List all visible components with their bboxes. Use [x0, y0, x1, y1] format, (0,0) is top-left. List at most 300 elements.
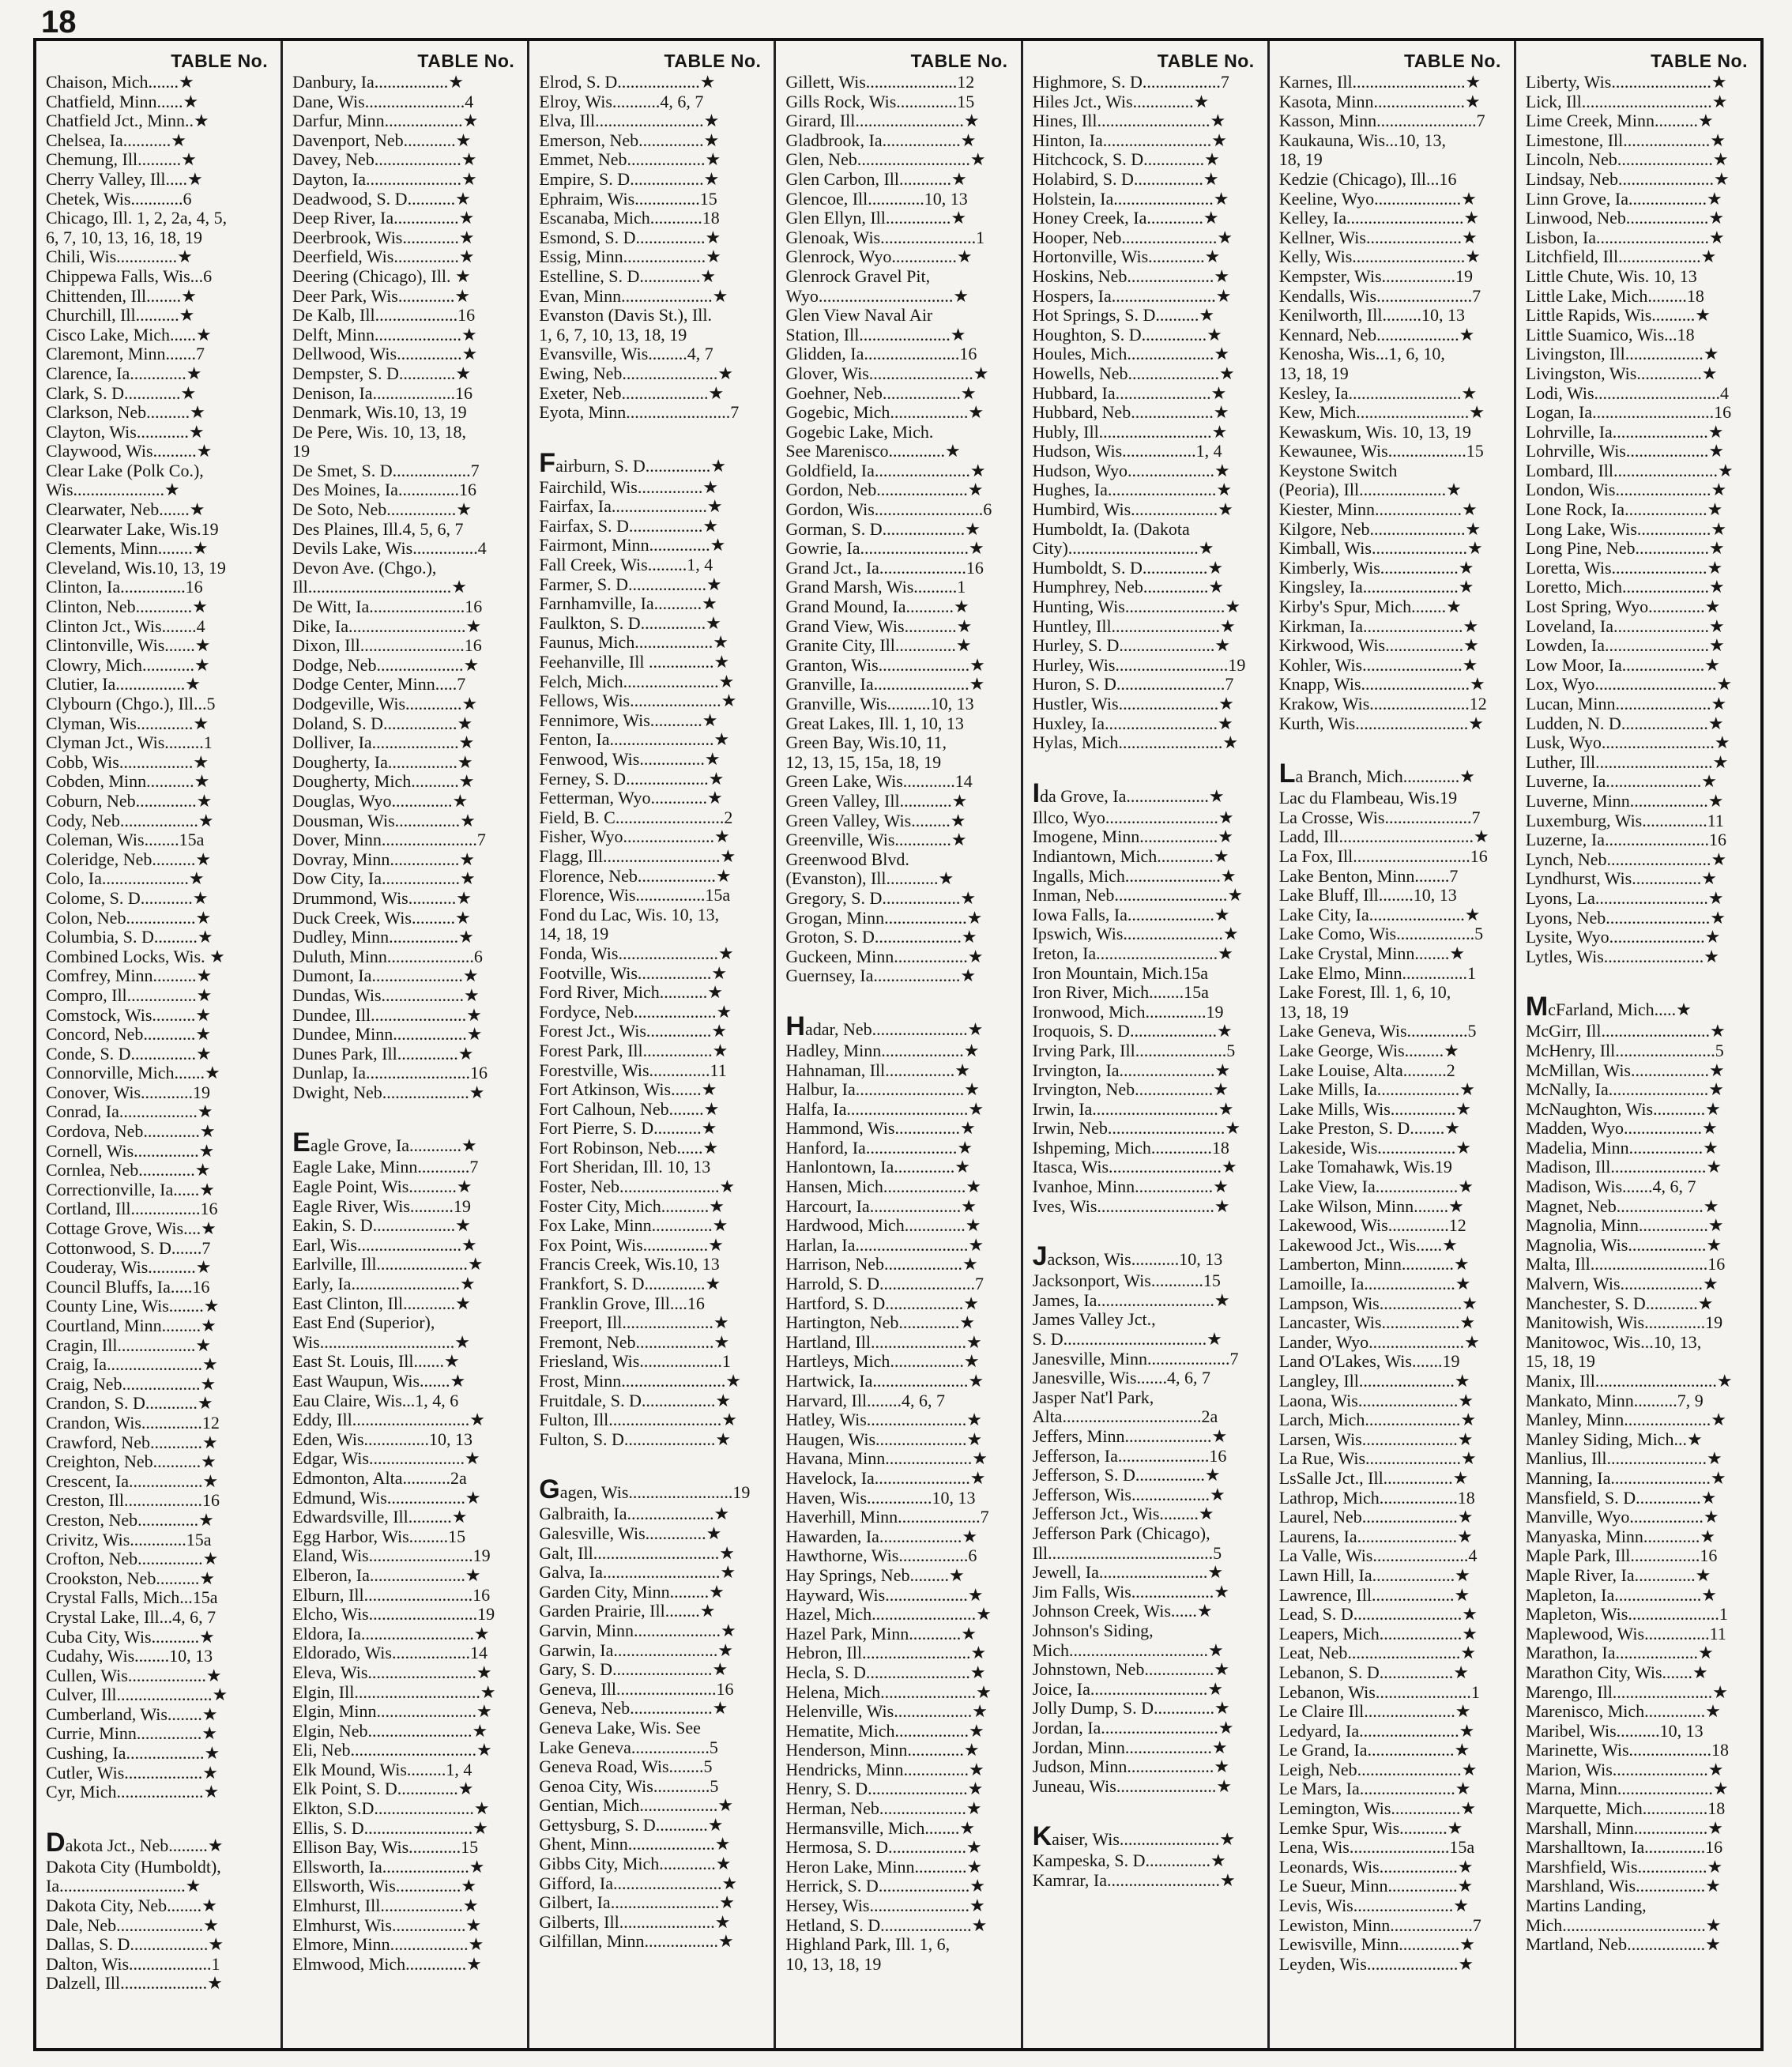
station-entry: La Valle, Wis......................4: [1278, 1546, 1478, 1566]
station-entry: Eakin, S. D...................★: [292, 1216, 471, 1236]
station-entry: Lac du Flambeau, Wis.19: [1278, 789, 1458, 808]
station-entry: Kampeska, S. D...............★: [1032, 1851, 1226, 1871]
station-entry: Lena, Wis.......................15a: [1278, 1838, 1475, 1858]
station-entry: Duck Creek, Wis..........★: [292, 908, 471, 928]
station-entry: Lincoln, Neb......................★: [1525, 150, 1729, 170]
station-entry: Mich.................................★: [1525, 1915, 1722, 1935]
station-entry: Manley Siding, Mich...★: [1525, 1429, 1703, 1449]
station-entry: Kedzie (Chicago), Ill...16: [1278, 169, 1457, 189]
station-entry: Lindsay, Neb......................★: [1525, 169, 1730, 189]
station-entry: Lohrville, Wis...................★: [1525, 442, 1725, 461]
station-entry: Dempster, S. D.............★: [292, 363, 472, 383]
station-entry: Hartleys, Mich.................★: [785, 1352, 980, 1372]
station-entry: Huntley, Ill.........................★: [1032, 616, 1236, 636]
station-entry: Clinton, Neb.............★: [46, 597, 208, 617]
station-entry: Footville, Wis.................★: [539, 963, 728, 983]
station-entry: Iron Mountain, Mich.15a: [1032, 963, 1208, 983]
station-entry: Iroquois, S. D....................★: [1032, 1022, 1233, 1041]
station-entry: Drummond, Wis...........★: [292, 888, 472, 908]
station-entry: Dane, Wis.......................4: [292, 92, 474, 111]
station-entry: Illco, Wyo..........................★: [1032, 808, 1234, 827]
section-gap: [539, 423, 764, 440]
station-entry: Houghton, S. D...............★: [1032, 325, 1222, 344]
station-entry: Leigh, Neb........................★: [1278, 1760, 1478, 1779]
station-entry: Hunting, Wis.......................★: [1032, 597, 1241, 617]
station-entry: Laona, Wis.......................★: [1278, 1391, 1474, 1410]
station-entry: Clarkson, Neb..........★: [46, 403, 205, 423]
station-entry: Creston, Ill..................16: [46, 1491, 220, 1511]
station-entry: Kiester, Minn....................★: [1278, 500, 1478, 520]
station-entry: Gogebic Lake, Mich.: [785, 422, 934, 442]
station-entry: Honey Creek, Ia.............★: [1032, 209, 1219, 228]
table-no-header: TABLE No.: [1157, 51, 1255, 71]
station-entry: Elgin, Ill.............................★: [292, 1682, 496, 1702]
station-entry: Frost, Minn........................★: [539, 1372, 741, 1391]
station-entry: Holstein, Ia.......................★: [1032, 189, 1229, 209]
station-entry: Luther, Ill...........................★: [1525, 752, 1729, 772]
station-entry: Inman, Neb..........................★: [1032, 886, 1244, 905]
station-entry: Jefferson Park (Chicago),: [1032, 1523, 1210, 1543]
station-entry: Lakewood Jct., Wis......★: [1278, 1235, 1458, 1255]
station-entry: Judson, Minn....................★: [1032, 1757, 1230, 1777]
station-entry: Elrod, S. D...................★: [539, 73, 716, 92]
station-entry: Lewiston, Minn...................7: [1278, 1915, 1481, 1935]
station-entry: Hematite, Mich.................★: [785, 1721, 984, 1741]
station-entry: Harvard, Ill........4, 6, 7: [785, 1391, 946, 1410]
station-entry: Cyr, Mich....................★: [46, 1783, 220, 1802]
station-entry: Helena, Mich......................★: [785, 1682, 992, 1702]
station-entry: Dudley, Minn................★: [292, 928, 474, 947]
station-entry: Jordan, Minn....................★: [1032, 1738, 1228, 1757]
station-entry: Clyman, Wis.............★: [46, 713, 209, 733]
station-entry: See Marenisco.............★: [785, 442, 961, 461]
station-entry: Eland, Wis........................19: [292, 1546, 491, 1566]
station-entry: Lake Crystal, Minn........★: [1278, 943, 1466, 963]
station-entry: Maribel, Wis..........10, 13: [1525, 1721, 1704, 1741]
station-entry: Marna, Minn......................★: [1525, 1779, 1729, 1799]
station-entry: Lathrop, Mich..................18: [1278, 1488, 1475, 1508]
station-entry: Fenton, Ia........................★: [539, 730, 730, 750]
station-entry: Dodge, Neb....................★: [292, 655, 480, 675]
station-entry: Clinton Jct., Wis........4: [46, 616, 205, 636]
station-entry: Earlville, Ill.....................★: [292, 1255, 484, 1274]
station-entry: La Rue, Wis......................★: [1278, 1449, 1477, 1469]
station-entry: Lox, Wyo............................★: [1525, 675, 1733, 695]
table-no-header: TABLE No.: [1651, 51, 1748, 71]
section-gap: [292, 1102, 518, 1120]
station-entry: Kirkwood, Wis..................★: [1278, 636, 1479, 656]
station-entry: Claywood, Wis..........★: [46, 442, 213, 461]
station-entry: Glen, Neb..........................★: [785, 150, 986, 170]
station-entry: Ill......................................5: [1032, 1543, 1222, 1563]
station-entry: Hatley, Wis.......................★: [785, 1410, 983, 1430]
section-gap: [785, 986, 1011, 1003]
station-entry: Hanford, Ia.....................★: [785, 1138, 973, 1158]
station-entry: Laurens, Ia.......................★: [1278, 1527, 1473, 1546]
station-entry: James, Ia...........................★: [1032, 1290, 1230, 1310]
station-entry: Goehner, Neb..................★: [785, 383, 977, 403]
station-entry: Garden Prairie, Ill........★: [539, 1602, 716, 1621]
station-entry: 1, 6, 7, 10, 13, 18, 19: [539, 325, 687, 344]
station-entry: Foster City, Mich...........★: [539, 1196, 725, 1216]
station-entry: Claremont, Minn.......7: [46, 344, 205, 364]
station-entry: Havelock, Ia......................★: [785, 1468, 986, 1488]
station-entry: 10, 13, 18, 19: [785, 1954, 882, 1974]
station-entry: Lyons, Neb........................★: [1525, 908, 1726, 928]
station-entry: 14, 18, 19: [539, 924, 609, 944]
station-entry: Forest Jct., Wis...............★: [539, 1022, 728, 1041]
station-entry: Hartford, S. D..................★: [785, 1293, 980, 1313]
section-first-entry: McFarland, Mich.....★: [1525, 995, 1692, 1022]
station-entry: Lake Como, Wis..................5: [1278, 924, 1484, 944]
station-entry: Linwood, Neb...................★: [1525, 209, 1725, 228]
station-entry: Elberon, Ia......................★: [292, 1565, 481, 1585]
station-entry: Halfa, Ia............................★: [785, 1099, 984, 1119]
station-entry: Correctionville, Ia......★: [46, 1180, 215, 1199]
station-entry: Dakota City, Neb........★: [46, 1896, 217, 1916]
station-entry: Ford River, Mich...........★: [539, 983, 723, 1003]
station-entry: Harrison, Neb..................★: [785, 1255, 978, 1274]
station-entry: Farnhamville, Ia...........★: [539, 594, 717, 614]
station-entry: Crandon, S. D............★: [46, 1394, 213, 1414]
station-entry: Geneva, Neb...................★: [539, 1699, 728, 1719]
station-entry: Eldora, Ia..........................★: [292, 1624, 490, 1643]
station-entry: Ellsworth, Ia....................★: [292, 1857, 485, 1877]
station-entry: Deerbrook, Wis.............★: [292, 228, 475, 247]
station-entry: Marinette, Wis...................18: [1525, 1741, 1730, 1760]
station-entry: Le Mars, Ia......................★: [1278, 1779, 1471, 1799]
station-entry: Clinton, Ia...............16: [46, 578, 203, 597]
station-entry: Craig, Ia......................★: [46, 1355, 218, 1375]
station-entry: Humbird, Wis....................★: [1032, 500, 1233, 520]
station-entry: Herrick, S. D.....................★: [785, 1877, 985, 1896]
station-entry: Lombard, Ill........................★: [1525, 461, 1734, 480]
station-entry: Edmund, Wis..................★: [292, 1488, 481, 1508]
station-entry: Ishpeming, Mich..............18: [1032, 1138, 1229, 1158]
station-entry: Dayton, Ia......................★: [292, 169, 477, 189]
station-entry: Cornlea, Neb.............★: [46, 1161, 211, 1180]
station-entry: Kirby's Spur, Mich........★: [1278, 597, 1462, 617]
station-entry: McHenry, Ill.......................5: [1525, 1041, 1724, 1060]
station-entry: Dundee, Minn.................★: [292, 1025, 483, 1045]
station-entry: Lime Creek, Minn..........★: [1525, 111, 1714, 131]
station-entry: Denmark, Wis.10, 13, 19: [292, 403, 467, 423]
station-entry: Clements, Minn........★: [46, 539, 209, 559]
station-entry: Hetland, S. D.....................★: [785, 1915, 988, 1935]
station-entry: Groton, S. D....................★: [785, 928, 977, 947]
station-entry: Lake Benton, Minn........7: [1278, 866, 1459, 886]
station-entry: Iowa Falls, Ia....................★: [1032, 905, 1230, 924]
station-entry: Janesville, Minn...................7: [1032, 1349, 1239, 1369]
station-entry: Hiles Jct., Wis..............★: [1032, 92, 1210, 111]
station-entry: Lake Mills, Wis...............★: [1278, 1099, 1472, 1119]
station-entry: Le Grand, Ia....................★: [1278, 1741, 1470, 1760]
station-entry: Fulton, S. D.....................★: [539, 1429, 732, 1449]
station-entry: Jefferson, Ia.....................16: [1032, 1446, 1227, 1466]
station-entry: Hurley, Wis..........................19: [1032, 655, 1246, 675]
station-entry: Helenville, Wis..................★: [785, 1702, 988, 1722]
station-entry: Gordon, Neb.....................★: [785, 480, 984, 500]
station-entry: Galbraith, Ia....................★: [539, 1504, 730, 1524]
station-entry: Glen Ellyn, Ill...............★: [785, 209, 967, 228]
station-entry: Crivitz, Wis.............15a: [46, 1530, 212, 1549]
station-entry: Coleridge, Neb..........★: [46, 849, 212, 869]
station-entry: Egg Harbor, Wis.........15: [292, 1527, 466, 1546]
station-entry: Galesville, Wis..............★: [539, 1523, 722, 1543]
station-entry: Gladbrook, Ia..................★: [785, 130, 977, 150]
station-entry: Clear Lake (Polk Co.),: [46, 461, 204, 480]
station-entry: Felch, Mich......................★: [539, 672, 735, 691]
station-entry: Lake George, Wis.........★: [1278, 1041, 1459, 1060]
station-entry: Lakeside, Wis..................★: [1278, 1138, 1471, 1158]
station-entry: Gogebic, Mich..................★: [785, 403, 984, 423]
station-entry: Kimball, Wis......................★: [1278, 539, 1483, 559]
station-entry: Gilbert, Ia.........................★: [539, 1893, 735, 1913]
station-entry: Henry, S. D.......................★: [785, 1779, 984, 1799]
station-entry: Fennimore, Wis............★: [539, 710, 718, 730]
station-entry: Guckeen, Minn.................★: [785, 947, 984, 966]
station-entry: Fort Calhoun, Neb........★: [539, 1099, 720, 1119]
station-entry: Hines, Ill..........................★: [1032, 111, 1226, 131]
station-entry: Dumont, Ia.....................★: [292, 966, 479, 986]
station-entry: Dixon, Ill........................16: [292, 636, 482, 656]
station-entry: Fond du Lac, Wis. 10, 13,: [539, 905, 720, 924]
station-entry: Lusk, Wyo..........................★: [1525, 733, 1730, 753]
station-entry: Geneva, Ill.......................16: [539, 1679, 734, 1699]
station-entry: Lawrence, Ill...................★: [1278, 1585, 1470, 1605]
station-entry: Ledyard, Ia.......................★: [1278, 1721, 1475, 1741]
station-entry: Irvington, Ia......................★: [1032, 1060, 1231, 1080]
station-entry: Devon Ave. (Chgo.),: [292, 558, 437, 578]
station-entry: Genoa City, Wis.............5: [539, 1776, 719, 1796]
station-entry: Johnson's Siding,: [1032, 1621, 1154, 1640]
station-entry: Jim Falls, Wis...................★: [1032, 1582, 1230, 1602]
station-entry: Hartland, Ill......................★: [785, 1332, 982, 1352]
station-entry: Chicago, Ill. 1, 2, 2a, 4, 5,: [46, 209, 228, 228]
station-entry: Doland, S. D.................★: [292, 713, 473, 733]
station-entry: Eleva, Wis.........................★: [292, 1662, 492, 1682]
station-entry: Hahnaman, Ill................★: [785, 1060, 970, 1080]
station-entry: Garden City, Minn.........★: [539, 1582, 725, 1602]
station-entry: Irwin, Neb...........................★: [1032, 1119, 1241, 1139]
station-entry: Chaison, Mich.......★: [46, 73, 194, 92]
station-entry: City)..............................★: [1032, 539, 1214, 559]
station-entry: 15, 18, 19: [1525, 1352, 1595, 1372]
station-entry: Levis, Wis.......................★: [1278, 1896, 1469, 1916]
station-entry: Clark, S. D.............★: [46, 383, 197, 403]
station-entry: Dover, Minn......................7: [292, 830, 486, 850]
station-entry: Fremont, Neb..................★: [539, 1332, 730, 1352]
section-first-entry: Fairburn, S. D...............★: [539, 450, 726, 478]
index-column: [1023, 41, 1270, 2048]
station-entry: Deep River, Ia...............★: [292, 209, 475, 228]
station-entry: Litchfield, Ill...................★: [1525, 247, 1717, 267]
station-entry: Clowry, Mich............★: [46, 655, 210, 675]
section-first-entry: Jackson, Wis...........10, 13: [1032, 1244, 1223, 1272]
station-entry: Elgin, Minn.......................★: [292, 1702, 492, 1722]
station-entry: Elk Mound, Wis.........1, 4: [292, 1760, 472, 1779]
station-entry: Karnes, Ill..........................★: [1278, 73, 1481, 92]
station-entry: Irwin, Ia.............................★: [1032, 1099, 1234, 1119]
station-entry: Dalton, Wis...................1: [46, 1954, 220, 1974]
station-entry: Low Moor, Ia...................★: [1525, 655, 1720, 675]
station-entry: Edwardsville, Ill..........★: [292, 1508, 468, 1527]
station-entry: Maple Park, Ill................16: [1525, 1546, 1718, 1566]
station-entry: Coburn, Neb..............★: [46, 791, 213, 811]
station-entry: Garwin, Ia........................★: [539, 1640, 734, 1660]
station-entry: Malta, Ill...........................16: [1525, 1255, 1726, 1274]
station-entry: Kellner, Wis......................★: [1278, 228, 1478, 247]
station-entry: Marshfield, Wis................★: [1525, 1857, 1723, 1877]
station-entry: Hayward, Wis...................★: [785, 1585, 984, 1605]
station-entry: Connorville, Mich.......★: [46, 1064, 220, 1083]
station-entry: Lake Geneva..................5: [539, 1738, 718, 1757]
station-entry: Highmore, S. D..................7: [1032, 73, 1229, 92]
station-entry: Ironwood, Mich..............19: [1032, 1002, 1224, 1022]
station-entry: Cumberland, Wis........★: [46, 1704, 218, 1724]
station-entry: Florence, Neb..................★: [539, 866, 732, 886]
station-entry: Jewell, Ia.........................★: [1032, 1563, 1224, 1583]
station-entry: Green Lake, Wis............14: [785, 772, 973, 792]
station-entry: De Witt, Ia......................16: [292, 597, 483, 617]
station-entry: Marengo, Ill.......................★: [1525, 1682, 1729, 1702]
station-entry: Madison, Wis.......4, 6, 7: [1525, 1177, 1696, 1197]
section-first-entry: Gagen, Wis........................19: [539, 1478, 751, 1505]
station-entry: Evansville, Wis.........4, 7: [539, 344, 713, 364]
station-entry: Dolliver, Ia....................★: [292, 733, 475, 753]
station-entry: Elburn, Ill.........................16: [292, 1585, 491, 1605]
station-entry: McGirr, Ill.........................★: [1525, 1022, 1726, 1041]
station-entry: Manning, Ia.......................★: [1525, 1468, 1726, 1488]
station-entry: East End (Superior),: [292, 1313, 435, 1333]
station-entry: Lohrville, Ia......................★: [1525, 422, 1724, 442]
section-gap: [539, 1449, 764, 1466]
station-entry: Lick, Ill..............................★: [1525, 92, 1728, 111]
station-entry: Larsen, Wis......................★: [1278, 1429, 1474, 1449]
station-entry: Farmer, S. D..................★: [539, 574, 722, 594]
station-entry: Colo, Ia....................★: [46, 869, 205, 889]
station-entry: Clutier, Ia................★: [46, 675, 201, 695]
station-entry: Gettysburg, S. D............★: [539, 1815, 724, 1835]
station-entry: Johnstown, Neb................★: [1032, 1660, 1230, 1680]
station-entry: Kasota, Minn.....................★: [1278, 92, 1481, 111]
station-entry: Cullen, Wis..................★: [46, 1666, 222, 1685]
station-entry: Knapp, Wis.........................★: [1278, 675, 1485, 695]
station-entry: Manitowish, Wis..............19: [1525, 1313, 1723, 1333]
station-entry: Indiantown, Mich.............★: [1032, 846, 1229, 866]
station-entry: Humboldt, S. D...............★: [1032, 558, 1224, 578]
station-entry: Ellison Bay, Wis............15: [292, 1838, 479, 1858]
station-entry: Lone Rock, Ia...................★: [1525, 500, 1723, 520]
station-entry: Delft, Minn....................★: [292, 325, 477, 344]
station-entry: Glenrock Gravel Pit,: [785, 266, 931, 286]
station-entry: Madden, Wyo..................★: [1525, 1119, 1718, 1139]
station-entry: Cottage Grove, Wis....★: [46, 1219, 216, 1239]
station-entry: Fox Lake, Minn..............★: [539, 1216, 728, 1236]
station-entry: Dallas, S. D..................★: [46, 1935, 224, 1955]
station-entry: Frankfort, S. D..............★: [539, 1274, 721, 1294]
station-entry: Faunus, Mich..................★: [539, 633, 729, 653]
station-entry: Estelline, S. D..............★: [539, 266, 717, 286]
station-entry: Cragin, Ill..................★: [46, 1335, 212, 1355]
station-entry: Craig, Neb..................★: [46, 1374, 216, 1394]
station-entry: Dousman, Wis...............★: [292, 811, 476, 830]
station-entry: Dale, Neb....................★: [46, 1915, 219, 1935]
station-entry: Eagle Point, Wis...........★: [292, 1177, 472, 1197]
station-entry: Galt, Ill.............................★: [539, 1543, 735, 1563]
station-entry: Long Pine, Neb.................★: [1525, 539, 1725, 559]
station-entry: Kew, Mich..........................★: [1278, 403, 1485, 423]
station-entry: Lebanon, Wis......................1: [1278, 1682, 1480, 1702]
station-entry: Gregory, S. D..................★: [785, 888, 977, 908]
station-entry: Lake View, Ia...................★: [1278, 1177, 1474, 1197]
station-entry: Jefferson Jct., Wis.........★: [1032, 1504, 1214, 1524]
station-entry: Earl, Wis........................★: [292, 1235, 477, 1255]
station-entry: Land O'Lakes, Wis.......19: [1278, 1352, 1460, 1372]
station-entry: Crofton, Neb...............★: [46, 1549, 219, 1569]
station-entry: Elcho, Wis.........................19: [292, 1605, 495, 1625]
station-entry: Dodgeville, Wis.............★: [292, 695, 478, 713]
station-entry: Fulton, Ill..........................★: [539, 1410, 738, 1430]
section-gap: [1526, 966, 1751, 984]
station-entry: Culver, Ill......................★: [46, 1685, 228, 1705]
station-entry: Gifford, Ia.........................★: [539, 1873, 738, 1893]
station-entry: Gilberts, Ill......................★: [539, 1912, 731, 1932]
station-entry: Cobb, Wis.................★: [46, 752, 209, 772]
station-entry: Ellis, S. D.........................★: [292, 1818, 488, 1838]
station-entry: Lamoille, Ia.....................★: [1278, 1274, 1471, 1294]
station-entry: Edgar, Wis......................★: [292, 1449, 480, 1469]
station-entry: Fort Atkinson, Wis.......★: [539, 1080, 717, 1100]
station-entry: Dundee, Ill......................★: [292, 1005, 482, 1025]
station-entry: Lead, S. D.........................★: [1278, 1605, 1478, 1625]
station-entry: 19: [292, 442, 311, 461]
station-entry: Conover, Wis............19: [46, 1082, 211, 1102]
station-entry: Kelly, Wis..........................★: [1278, 247, 1481, 267]
station-entry: Janesville, Wis.......4, 6, 7: [1032, 1369, 1210, 1388]
station-entry: Ireton, Ia............................★: [1032, 943, 1233, 963]
station-entry: Lake Bluff, Ill........10, 13: [1278, 886, 1457, 905]
station-entry: 13, 18, 19: [1278, 363, 1349, 383]
station-entry: Hartwick, Ia......................★: [785, 1372, 984, 1391]
station-entry: Halbur, Ia.........................★: [785, 1080, 980, 1100]
station-entry: Lakewood, Wis..............12: [1278, 1216, 1466, 1236]
table-no-header: TABLE No.: [1403, 51, 1501, 71]
station-entry: Marathon City, Wis.......★: [1525, 1662, 1708, 1682]
station-entry: Magnet, Neb....................★: [1525, 1196, 1719, 1216]
station-entry: Leat, Neb..........................★: [1278, 1643, 1477, 1663]
station-entry: Fisher, Wyo.....................★: [539, 827, 730, 847]
station-entry: Denison, Ia...................16: [292, 383, 473, 403]
station-entry: Gillett, Wis.....................12: [785, 73, 975, 92]
table-no-header: TABLE No.: [664, 51, 762, 71]
station-entry: Clyman Jct., Wis.........1: [46, 733, 213, 753]
station-entry: Hubly, Ill..........................★: [1032, 422, 1228, 442]
station-entry: Krakow, Wis.......................12: [1278, 695, 1487, 713]
station-entry: Kohler, Wis.......................★: [1278, 655, 1478, 675]
station-entry: Magnolia, Minn................★: [1525, 1216, 1724, 1236]
station-entry: Kingsley, Ia......................★: [1278, 578, 1474, 597]
station-entry: Dakota City (Humboldt),: [46, 1857, 221, 1877]
station-entry: Magnolia, Wis..................★: [1525, 1235, 1722, 1255]
station-entry: Douglas, Wyo..............★: [292, 791, 469, 811]
station-entry: Marquette, Mich...............18: [1525, 1799, 1726, 1819]
station-entry: Clintonville, Wis.......★: [46, 636, 211, 656]
station-entry: Hansen, Mich...................★: [785, 1177, 982, 1197]
station-entry: Hartington, Neb..............★: [785, 1313, 976, 1333]
station-entry: Davenport, Neb............★: [292, 130, 472, 150]
station-entry: Itasca, Wis..........................★: [1032, 1158, 1237, 1177]
